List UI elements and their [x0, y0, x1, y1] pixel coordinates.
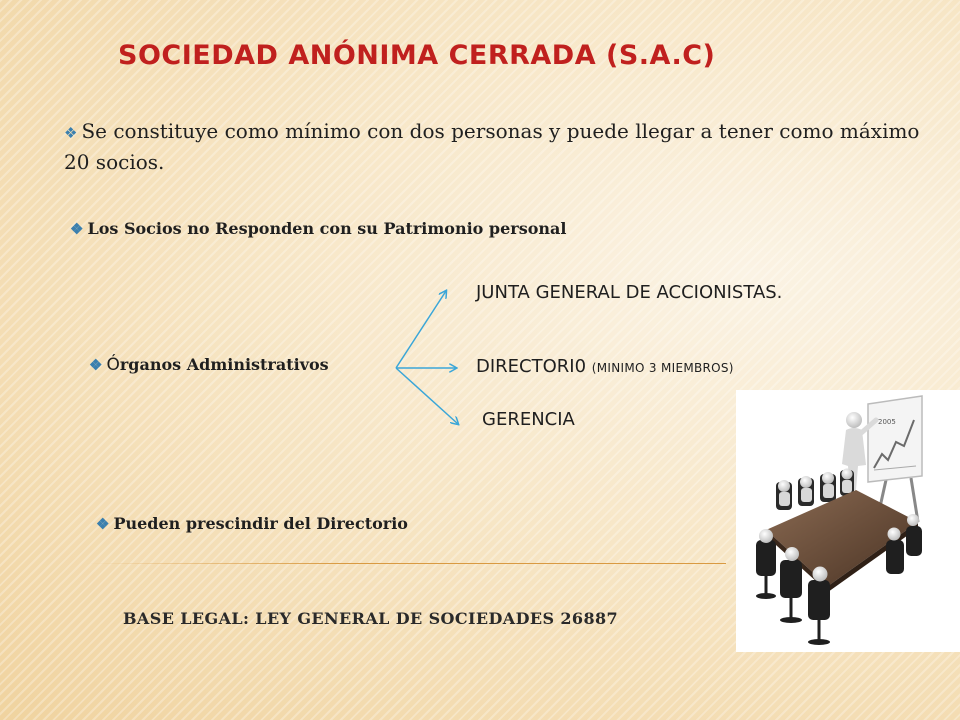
- branch-arrow-icon: [396, 291, 446, 368]
- divider-line: [86, 563, 726, 564]
- meeting-illustration-graphic: [736, 390, 960, 652]
- organo-directorio-note: (MINIMO 3 MIEMBROS): [591, 361, 734, 375]
- board-chart-label: 2005: [878, 418, 896, 426]
- diamond-bullet-icon: ❖: [70, 220, 84, 238]
- diamond-bullet-icon: ❖: [96, 515, 110, 533]
- bullet-directorio: [96, 514, 408, 533]
- slide-title: SOCIEDAD ANÓNIMA CERRADA (S.A.C): [118, 40, 716, 71]
- organo-directorio: [476, 356, 734, 377]
- bullet-organos-prefix: Ó: [106, 355, 120, 375]
- organo-junta: JUNTA GENERAL DE ACCIONISTAS.: [476, 282, 783, 303]
- bullet-organos-text: rganos Administrativos: [119, 355, 329, 374]
- meeting-illustration: [736, 390, 960, 652]
- bullet-socios-count-text: Se constituye como mínimo con dos personas y puede llegar a tener como máximo 20 socios.: [64, 119, 920, 174]
- bullet-patrimonio-text: Los Socios no Responden con su Patrimonio personal: [87, 219, 567, 238]
- organo-gerencia: GERENCIA: [482, 409, 575, 430]
- diamond-bullet-icon: ❖: [89, 356, 103, 374]
- bullet-directorio-text: Pueden prescindir del Directorio: [113, 514, 408, 533]
- base-legal: BASE LEGAL: LEY GENERAL DE SOCIEDADES 26887: [123, 609, 619, 628]
- organo-directorio-main: DIRECTORI0: [476, 356, 587, 377]
- diamond-bullet-icon: ❖: [64, 124, 78, 142]
- branch-arrow-icon: [396, 368, 458, 424]
